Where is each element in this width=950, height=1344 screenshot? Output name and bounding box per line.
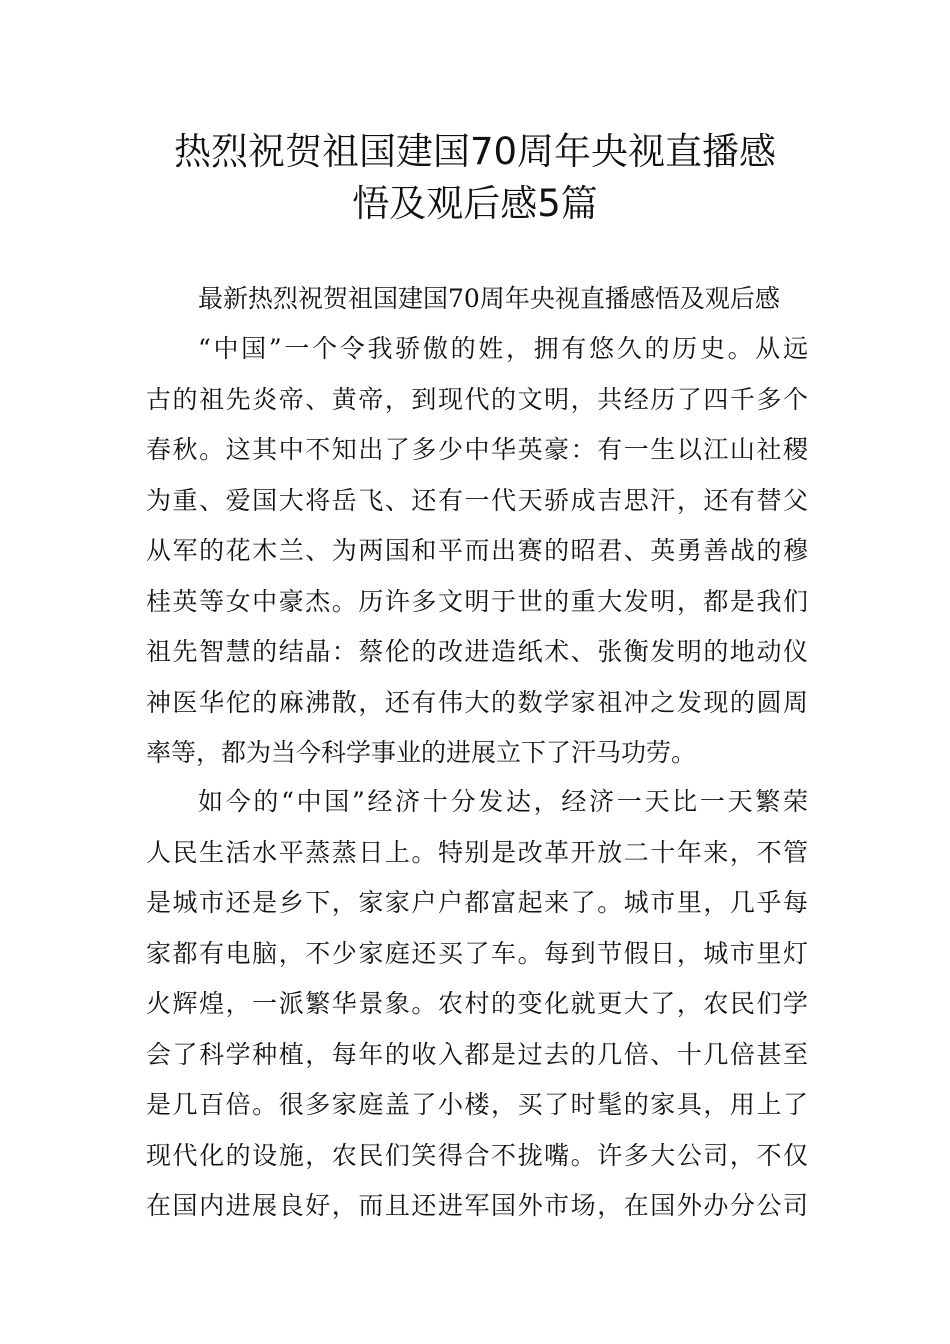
- subtitle-text: 最新热烈祝贺祖国建国70周年央视直播感悟及观后感: [198, 284, 780, 313]
- paragraph-2-line: 会了科学种植，每年的收入都是过去的几倍、十几倍甚至: [146, 1039, 808, 1069]
- paragraph-2-line: 人民生活水平蒸蒸日上。特别是改革开放二十年来，不管: [146, 837, 808, 867]
- paragraph-2-line: 家都有电脑，不少家庭还买了车。每到节假日，城市里灯: [146, 938, 808, 968]
- paragraph-2-line: 现代化的设施，农民们笑得合不拢嘴。许多大公司，不仅: [146, 1140, 808, 1170]
- paragraph-1-line: 率等，都为当今科学事业的进展立下了汗马功劳。: [146, 738, 697, 767]
- paragraph-1: [146, 324, 808, 779]
- paragraph-1-line: 祖先智慧的结晶：蔡伦的改进造纸术、张衡发明的地动仪: [146, 637, 808, 666]
- paragraph-1-line: 春秋。这其中不知出了多少中华英豪：有一生以江山社稷: [146, 435, 808, 464]
- document-subtitle: [146, 274, 808, 325]
- paragraph-1-line: 神医华佗的麻沸散，还有伟大的数学家祖冲之发现的圆周: [146, 687, 808, 717]
- paragraph-2-line: 在国内进展良好，而且还进军国外市场，在国外办分公司: [146, 1191, 808, 1220]
- paragraph-1-line: 桂英等女中豪杰。历许多文明于世的重大发明，都是我们: [146, 586, 808, 616]
- paragraph-1-line: 古的祖先炎帝、黄帝，到现代的文明，共经历了四千多个: [146, 384, 808, 414]
- paragraph-1-line: “中国”一个令我骄傲的姓，拥有悠久的历史。从远: [198, 334, 808, 363]
- paragraph-2-line: 是城市还是乡下，家家户户都富起来了。城市里，几乎每: [146, 888, 808, 917]
- paragraph-1-line: 为重、爱国大将岳飞、还有一代天骄成吉思汗，还有替父: [146, 485, 808, 515]
- paragraph-2-line: 火辉煌，一派繁华景象。农村的变化就更大了，农民们学: [146, 989, 808, 1018]
- paragraph-2-line: 是几百倍。很多家庭盖了小楼，买了时髦的家具，用上了: [146, 1090, 808, 1119]
- paragraph-1-line: 从军的花木兰、为两国和平而出赛的昭君、英勇善战的穆: [146, 536, 808, 565]
- document-title-line-2: 悟及观后感5篇: [352, 182, 598, 225]
- paragraph-2: [146, 777, 808, 1232]
- document-title-line-1: 热烈祝贺祖国建国70周年央视直播感: [173, 130, 777, 173]
- paragraph-2-line: 如今的“中国”经济十分发达，经济一天比一天繁荣: [198, 787, 808, 816]
